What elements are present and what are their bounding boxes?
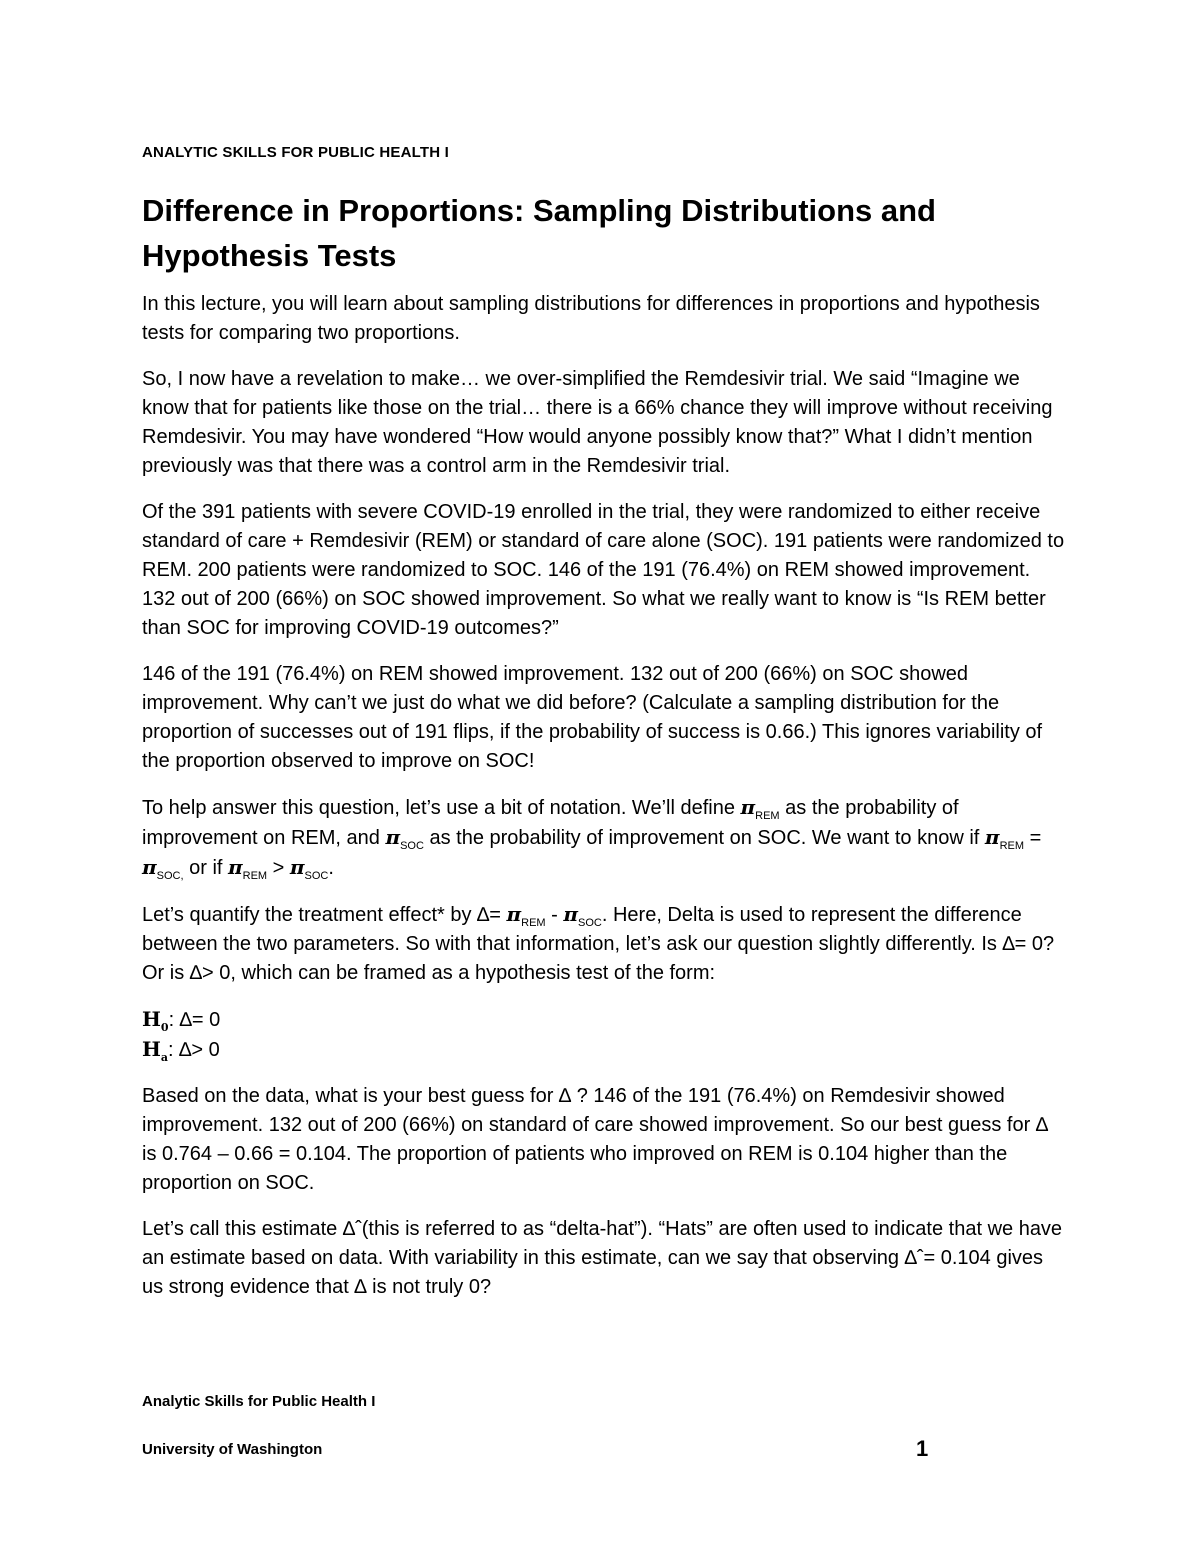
hypothesis-letter: H bbox=[142, 1007, 161, 1031]
document-body bbox=[142, 290, 1067, 1319]
pi-symbol: π bbox=[506, 902, 522, 926]
hypothesis-subscript: 0 bbox=[160, 1021, 169, 1034]
text-segment: - bbox=[545, 904, 564, 926]
text-segment: > bbox=[267, 857, 290, 879]
text-segment: = bbox=[1024, 827, 1042, 849]
hypothesis-text: : ∆> 0 bbox=[168, 1039, 220, 1061]
alternative-hypothesis bbox=[142, 1035, 1067, 1065]
subscript-rem: REM bbox=[242, 870, 268, 882]
hypotheses-block bbox=[142, 1005, 1067, 1065]
paragraph-why-not-before: 146 of the 191 (76.4%) on REM showed improvement. 132 out of 200 (66%) on SOC showed improvement. Why can’t we just do what we did before? (Calculate a sampling distribution for the proportion of successes out of 191 flips, if the probability of success is 0.66.) This ignores variability of the proportion observed to improve on SOC! bbox=[142, 663, 1043, 772]
pi-symbol: π bbox=[228, 855, 243, 879]
pi-symbol: π bbox=[142, 855, 157, 879]
pi-symbol: π bbox=[289, 855, 305, 879]
footer-university: University of Washington bbox=[142, 1441, 323, 1458]
text-segment: as the probability of improvement on SOC. We want to know if bbox=[423, 827, 985, 849]
text-segment: . Here, Delta is used to represent the difference between the two parameters. So with that information, let’s ask our question slightly differently. Is ∆= 0? Or is ∆> 0, which can be framed as a hypothesis test of the form: bbox=[142, 904, 1055, 984]
hypothesis-subscript: a bbox=[160, 1051, 169, 1064]
subscript-soc: SOC bbox=[400, 840, 424, 852]
null-hypothesis bbox=[142, 1005, 1067, 1035]
pi-symbol: π bbox=[385, 825, 401, 849]
subscript-rem: REM bbox=[999, 840, 1025, 852]
subscript-soc: SOC, bbox=[156, 870, 184, 882]
text-segment: as the probability of improvement on REM, and bbox=[142, 797, 959, 849]
text-segment: . bbox=[328, 857, 334, 879]
subscript-rem: REM bbox=[521, 917, 546, 929]
paragraph-notation bbox=[142, 793, 1067, 883]
paragraph-trial-design: Of the 391 patients with severe COVID-19 enrolled in the trial, they were randomized to either receive standard of care + Remdesivir (REM) or standard of care alone (SOC). 191 patients were randomized to REM. 200 patients were randomized to SOC. 146 of the 191 (76.4%) on REM showed improvement. 132 out of 200 (66%) on SOC showed improvement. So what we really want to know is “Is REM better than SOC for improving COVID-19 outcomes?” bbox=[142, 501, 1065, 639]
running-header: ANALYTIC SKILLS FOR PUBLIC HEALTH I bbox=[142, 144, 449, 161]
pi-symbol: π bbox=[740, 795, 756, 819]
paragraph-treatment-effect bbox=[142, 900, 1067, 988]
paragraph-revelation: So, I now have a revelation to make… we over-simplified the Remdesivir trial. We said “Imagine we know that for patients like those on the trial… there is a 66% chance they will improve without receiving Remdesivir. You may have wondered “How would anyone possibly know that?” What I didn’t mention previously was that there was a control arm in the Remdesivir trial. bbox=[142, 368, 1053, 477]
hypothesis-text: : ∆= 0 bbox=[168, 1009, 221, 1031]
paragraph-intro: In this lecture, you will learn about sampling distributions for differences in proportions and hypothesis tests for comparing two proportions. bbox=[142, 293, 1040, 344]
subscript-rem: REM bbox=[755, 810, 780, 822]
document-title: Difference in Proportions: Sampling Distributions and Hypothesis Tests bbox=[142, 193, 936, 273]
pi-symbol: π bbox=[563, 902, 579, 926]
text-segment: Let’s quantify the treatment effect* by ∆= bbox=[142, 904, 507, 926]
footer-course: Analytic Skills for Public Health I bbox=[142, 1393, 376, 1410]
page-number: 1 bbox=[916, 1436, 929, 1461]
hypothesis-letter: H bbox=[142, 1037, 161, 1061]
paragraph-delta-hat: Let’s call this estimate ∆ˆ(this is referred to as “delta-hat”). “Hats” are often used to indicate that we have an estimate based on data. With variability in this estimate, can we say that observing ∆ˆ= 0.104 gives us strong evidence that ∆ is not truly 0? bbox=[142, 1218, 1063, 1298]
text-segment: or if bbox=[183, 857, 228, 879]
text-segment: To help answer this question, let’s use a bit of notation. We’ll define bbox=[142, 797, 741, 819]
pi-symbol: π bbox=[984, 825, 1000, 849]
subscript-soc: SOC bbox=[578, 917, 602, 929]
paragraph-best-guess: Based on the data, what is your best guess for ∆ ? 146 of the 191 (76.4%) on Remdesivir showed improvement. 132 out of 200 (66%) on standard of care showed improvement. So our best guess for ∆ is 0.764 – 0.66 = 0.104. The proportion of patients who improved on REM is 0.104 higher than the proportion on SOC. bbox=[142, 1085, 1049, 1194]
subscript-soc: SOC bbox=[304, 870, 329, 882]
